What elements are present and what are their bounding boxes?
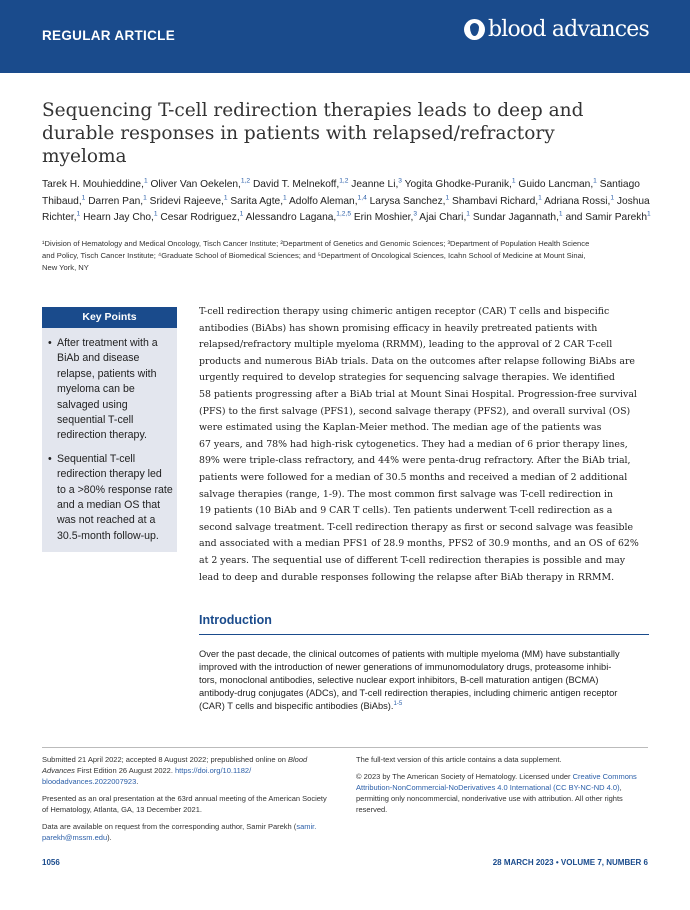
section-divider <box>199 634 649 635</box>
author-name: Samir Parekh <box>585 212 648 224</box>
author-name: Adriana Rossi, <box>544 195 611 207</box>
author-name: Cesar Rodriguez, <box>160 212 240 224</box>
author-name: Guido Lancman, <box>518 179 594 190</box>
presentation-line: Presented as an oral presentation at the 63rd annual meeting of the American Society <box>42 794 327 803</box>
doi-link[interactable]: bloodadvances.2022007923 <box>42 777 137 786</box>
introduction-line: tors, monoclonal antibodies, selective nuclear export inhibitors, B-cell maturation antigen (BCMA) <box>199 675 599 685</box>
key-point-item: • Sequential T-cell redirection therapy led to a >80% response rate and a median OS that was not reached at a 30.5-month follow-up. <box>42 452 177 544</box>
abstract-line: 67 years, and 78% had high-risk cytogenetics. They had a median of 6 prior therapy lines, <box>199 438 628 450</box>
author-name: Larysa Sanchez, <box>369 195 446 207</box>
author-name: Adolfo Aleman, <box>289 195 358 207</box>
author-name: David T. Melnekoff, <box>252 179 340 190</box>
data-text: ). <box>107 833 112 842</box>
affiliations <box>42 238 652 275</box>
author-affiliation-marker: 1 <box>153 210 158 218</box>
author-affiliation-marker: 1 <box>538 194 542 202</box>
author-name: Ajai Chari, <box>419 212 467 224</box>
fulltext-note <box>356 754 648 765</box>
author-affiliation-marker: 1 <box>593 177 597 185</box>
author-affiliation-marker: 1 <box>283 194 287 202</box>
author-affiliation-marker: 1 <box>223 194 228 202</box>
submission-text: Submitted 21 April 2022; accepted 8 August 2022; prepublished online on <box>42 755 289 764</box>
doi-link[interactable]: https://doi.org/10.1182/ <box>175 766 252 775</box>
abstract-line: antibodies (BiAbs) has shown promising efficacy in heavily pretreated patients with <box>199 322 598 334</box>
author-name: Shambavi Richard, <box>452 195 539 207</box>
copyright-line: permitting only noncommercial, nonderivative use with attribution. All other rights <box>356 794 623 803</box>
data-availability-note <box>42 821 337 843</box>
abstract-line: T-cell redirection therapy using chimeric antigen receptor (CAR) T cells and bispecific <box>199 306 610 317</box>
article-title: Sequencing T-cell redirection therapies leads to deep and durable responses in patients with relapsed/refractory myeloma <box>42 100 584 167</box>
footnotes-right <box>356 754 648 821</box>
abstract-line: products and numerous BiAb trials. Data on the outcomes after relapse following BiAbs are <box>199 355 635 367</box>
author-name: Sridevi Rajeeve, <box>149 195 224 207</box>
license-link[interactable]: Creative Commons <box>572 772 637 781</box>
abstract-line: salvage therapies (range, 1-9). The most common first salvage was T-cell redirection in <box>199 488 614 500</box>
copyright-text: , <box>619 783 622 792</box>
author-affiliation-marker: 1 <box>610 194 615 202</box>
data-text: Data are available on request from the corresponding author, Samir Parekh ( <box>42 822 297 831</box>
fulltext-line: The full-text version of this article contains a data supplement. <box>356 755 562 764</box>
data-line <box>42 832 337 843</box>
author-affiliation-marker: 3 <box>413 210 417 218</box>
key-points-box <box>42 307 177 552</box>
introduction-line: improved with the introduction of newer generations of immunomodulatory drugs, proteasome inhibi- <box>199 662 612 672</box>
key-point-item: • After treatment with a BiAb and disease relapse, patients with myeloma can be salvaged using sequential T-cell redirection therapy. <box>42 336 177 444</box>
author-affiliation-marker: 1 <box>81 194 86 202</box>
author-affiliation-marker: 1 <box>143 177 148 185</box>
footnotes-left <box>42 754 337 849</box>
abstract-line: urgently required to develop strategies for sequencing salvage therapies. We identified <box>199 372 615 384</box>
submission-line <box>42 754 337 765</box>
introduction-line: Over the past decade, the clinical outcomes of patients with multiple myeloma (MM) have substantially <box>199 649 620 659</box>
abstract-line: (PFS) to the first salvage (PFS1), second salvage therapy (PFS2), and overall survival (OS) <box>199 405 631 417</box>
author-affiliation-marker: 1 <box>466 210 470 218</box>
abstract-line: at 2 years. The sequential use of different T-cell redirection therapies is possible and may <box>199 554 626 566</box>
abstract-line: patients were followed for a median of 30.5 months and received a median of 2 additional <box>199 471 628 483</box>
author-affiliation-marker: 1,2 <box>240 177 251 185</box>
author-name: Alessandro Lagana, <box>245 212 337 224</box>
author-affiliation-marker: 3 <box>398 177 402 185</box>
author-affiliation-marker: 1 <box>558 210 563 218</box>
issue-info: 28 MARCH 2023 • VOLUME 7, NUMBER 6 <box>492 858 648 867</box>
journal-brand[interactable] <box>464 17 649 42</box>
abstract-line: 89% were triple-class refractory, and 44% were penta-drug refractory. After the BiAb trial, <box>199 455 631 467</box>
copyright-line <box>356 771 648 782</box>
abstract-line: 19 patients (10 BiAb and 9 CAR T cells). Ten patients underwent T-cell redirection as a <box>199 505 613 517</box>
presentation-note <box>42 793 337 815</box>
author-name: Tarek H. Mouhieddine, <box>42 179 144 190</box>
author-name: and <box>565 212 583 224</box>
copyright-note <box>356 771 648 815</box>
author-affiliation-marker: 1,2 <box>339 177 349 185</box>
affiliation-line: and Policy, Tisch Cancer Institute; ⁴Graduate School of Biomedical Sciences; and ⁵Department of Oncological Sciences, Icahn School of Medicine at Mount Sinai, <box>42 251 586 261</box>
author-affiliation-marker: 1 <box>511 177 516 185</box>
submission-text: . <box>136 777 139 786</box>
submission-line <box>42 765 337 776</box>
abstract-line: lead to deep and durable responses following the relapse after BiAb therapy in RRMM. <box>199 571 615 583</box>
author-list <box>42 177 652 227</box>
author-affiliation-marker: 1 <box>239 210 244 218</box>
section-label: REGULAR ARTICLE <box>42 28 175 43</box>
journal-name: blood advances <box>487 17 649 42</box>
author-name: Joshua Richter, <box>42 195 650 224</box>
license-link[interactable]: Attribution-NonCommercial-NoDerivatives 4.0 International (CC BY-NC-ND 4.0) <box>356 783 620 792</box>
author-name: Hearn Jay Cho, <box>83 212 154 224</box>
introduction-line: antibody-drug conjugates (ADCs), and T-cell redirection therapies, including chimeric antigen receptor <box>199 688 618 698</box>
author-name: Jeanne Li, <box>351 179 399 190</box>
copyright-text: © 2023 by The American Society of Hematology. Licensed under <box>356 772 573 781</box>
journal-italic: Blood <box>288 755 308 764</box>
key-points-heading: Key Points <box>42 307 177 328</box>
author-name: Oliver Van Oekelen, <box>150 179 241 190</box>
email-link[interactable]: parekh@mssm.edu <box>42 833 108 842</box>
affiliation-line: New York, NY <box>42 263 89 273</box>
author-name: Sarita Agte, <box>230 195 284 207</box>
blood-drop-circle-icon <box>464 19 485 40</box>
abstract-line: were estimated using the Kaplan-Meier method. The median age of the patients was <box>199 422 602 434</box>
author-affiliation-marker: 1,4 <box>357 194 367 202</box>
header-banner <box>0 0 690 73</box>
abstract-line: relapsed/refractory multiple myeloma (RRMM), leading to the approval of 2 CAR T-cell <box>199 339 613 351</box>
introduction-line <box>199 700 649 713</box>
author-name: Darren Pan, <box>88 195 144 207</box>
footnote-divider <box>42 747 648 748</box>
author-affiliation-marker: 1,2,5 <box>336 210 352 218</box>
submission-line <box>42 776 337 787</box>
author-name: Yogita Ghodke-Puranik, <box>404 179 512 190</box>
abstract-line: 58 patients progressing after a BiAb trial at Mount Sinai Hospital. Progression-free survival <box>199 388 637 400</box>
journal-italic: Advances <box>42 766 75 775</box>
author-name: Erin Moshier, <box>353 212 414 224</box>
abstract-line: second salvage treatment. T-cell redirection therapy as first or second salvage was feasible <box>199 521 634 533</box>
author-affiliation-marker: 1 <box>647 210 651 218</box>
copyright-line <box>356 782 648 793</box>
key-points-list <box>42 336 177 544</box>
author-name: Sundar Jagannath, <box>472 212 559 224</box>
submission-text: First Edition 26 August 2022. <box>74 766 175 775</box>
abstract-line: and associated with a median PFS1 of 28.9 months, PFS2 of 30.9 months, and an OS of 62% <box>199 538 639 550</box>
copyright-line: reserved. <box>356 805 388 814</box>
introduction-last-text: (CAR) T cells and bispecific antibodies (BiAbs). <box>199 701 394 711</box>
email-link[interactable]: samir. <box>296 822 317 831</box>
submission-note <box>42 754 337 787</box>
affiliation-line: ¹Division of Hematology and Medical Oncology, Tisch Cancer Institute; ²Department of Genetics and Genomic Sciences; ³Department of Population Health Science <box>42 239 590 248</box>
data-line <box>42 821 337 832</box>
presentation-line: of Hematology, Atlanta, GA, 13 December 2021. <box>42 805 202 814</box>
abstract <box>199 304 649 586</box>
reference-link[interactable]: 1-5 <box>393 700 403 707</box>
author-affiliation-marker: 1 <box>143 194 147 202</box>
page-number: 1056 <box>42 858 60 867</box>
introduction-heading: Introduction <box>199 613 272 627</box>
introduction-text <box>199 648 649 713</box>
author-affiliation-marker: 1 <box>76 210 81 218</box>
author-affiliation-marker: 1 <box>445 194 450 202</box>
author-name: Santiago Thibaud, <box>42 179 640 207</box>
